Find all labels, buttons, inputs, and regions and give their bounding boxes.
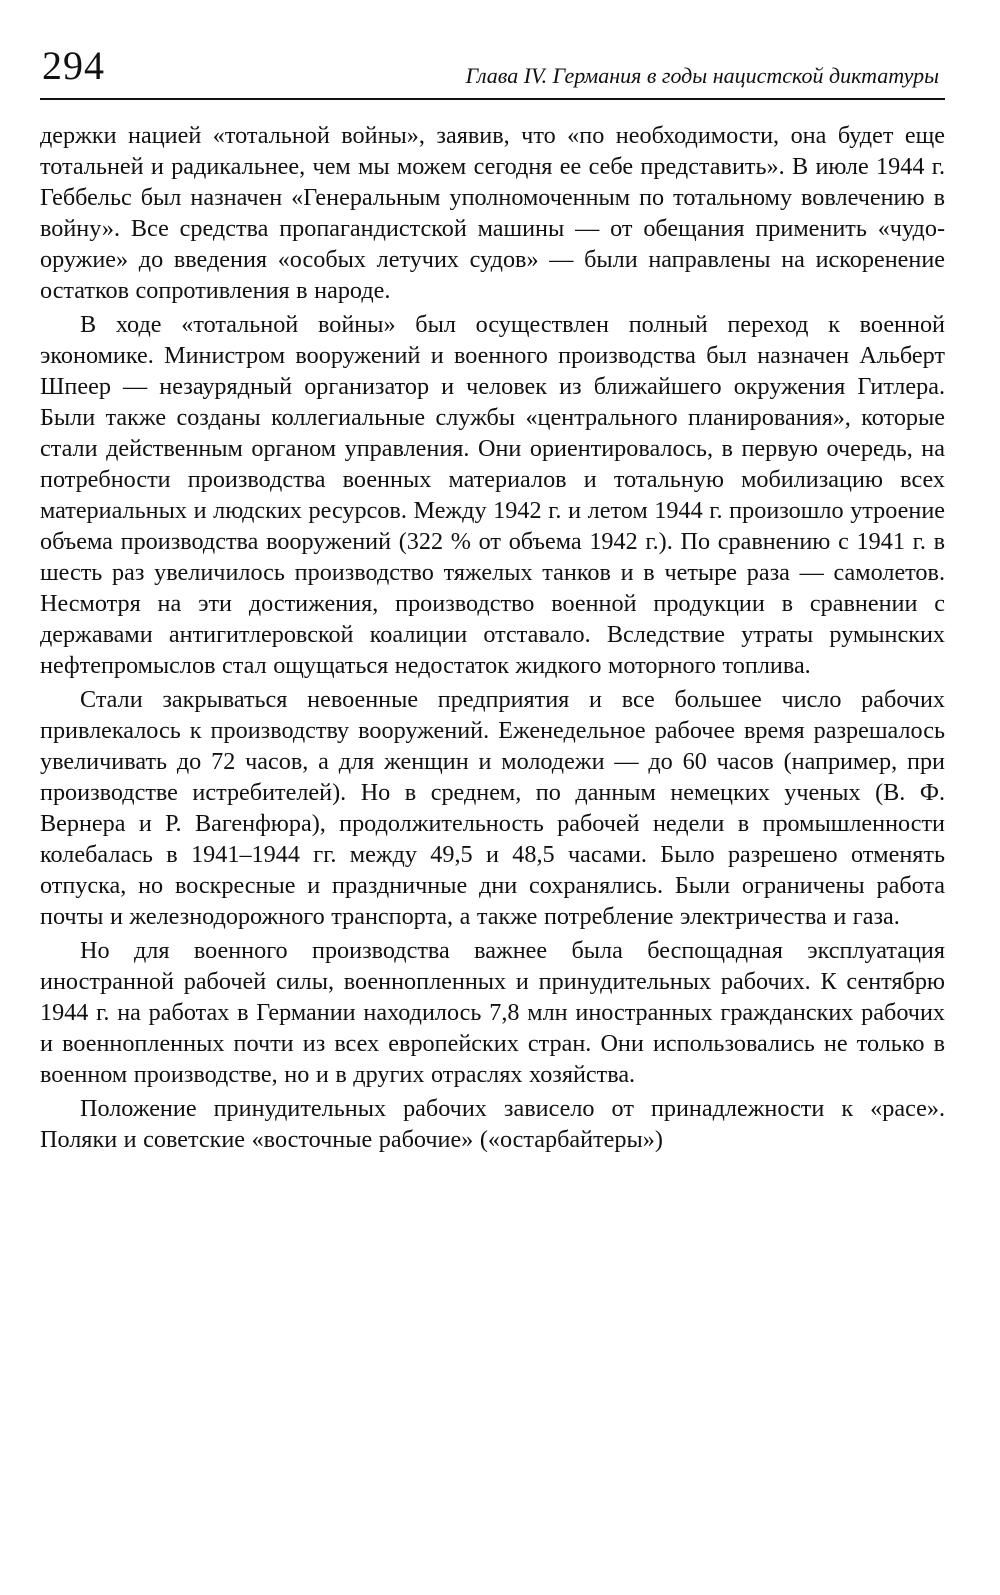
page-number: 294 (42, 43, 105, 88)
paragraph: В ходе «тотальной войны» был осуществлен полный переход к военной экономике. Министром вооружений и военного производства был назначен Альберт Шпеер — незаурядный организатор и человек из ближайшего окружения Гитлера. Были также созданы коллегиальные службы «центрального планирования», которые стали действенным органом управления. Они ориентировалось, в первую очередь, на потребности производства военных материалов и тотальную мобилизацию всех материальных и людских ресурсов. Между 1942 г. и летом 1944 г. произошло утроение объема производства вооружений (322 % от объема 1942 г.). По сравнению с 1941 г. в шесть раз увеличилось производство тяжелых танков и в четыре раза — самолетов. Несмотря на эти достижения, производство военной продукции в сравнении с державами антигитлеровской коалиции отставало. Вследствие утраты румынских нефтепромыслов стал ощущаться недостаток жидкого моторного топлива. (40, 311, 945, 679)
chapter-title: Глава IV. Германия в годы нацистской диктатуры (465, 63, 939, 88)
book-page (40, 40, 945, 1158)
paragraph: Но для военного производства важнее была беспощадная эксплуатация иностранной рабочей силы, военнопленных и принудительных рабочих. К сентябрю 1944 г. на работах в Германии находилось 7,8 млн иностранных гражданских рабочих и военнопленных почти из всех европейских стран. Они использовались не только в военном производстве, но и в других отраслях хозяйства. (40, 937, 945, 1088)
running-header (40, 40, 945, 100)
paragraph: держки нацией «тотальной войны», заявив, что «по необходимости, она будет еще тотальней и радикальнее, чем мы можем сегодня ее себе представить». В июле 1944 г. Геббельс был назначен «Генеральным уполномоченным по тотальному вовлечению в войну». Все средства пропагандистской машины — от обещания применить «чудо-оружие» до введения «особых летучих судов» — были направлены на искоренение остатков сопротивления в народе. (40, 122, 945, 304)
body-text (40, 120, 945, 1155)
paragraph: Стали закрываться невоенные предприятия и все большее число рабочих привлекалось к производству вооружений. Еженедельное рабочее время разрешалось увеличивать до 72 часов, а для женщин и молодежи — до 60 часов (например, при производстве истребителей). Но в среднем, по данным немецких ученых (В. Ф. Вернера и Р. Вагенфюра), продолжительность рабочей недели в промышленности колебалась в 1941–1944 гг. между 49,5 и 48,5 часами. Было разрешено отменять отпуска, но воскресные и праздничные дни сохранялись. Были ограничены работа почты и железнодорожного транспорта, а также потребление электричества и газа. (40, 686, 945, 930)
paragraph: Положение принудительных рабочих зависело от принадлежности к «расе». Поляки и советские «восточные рабочие» («остарбайтеры») (40, 1095, 945, 1153)
